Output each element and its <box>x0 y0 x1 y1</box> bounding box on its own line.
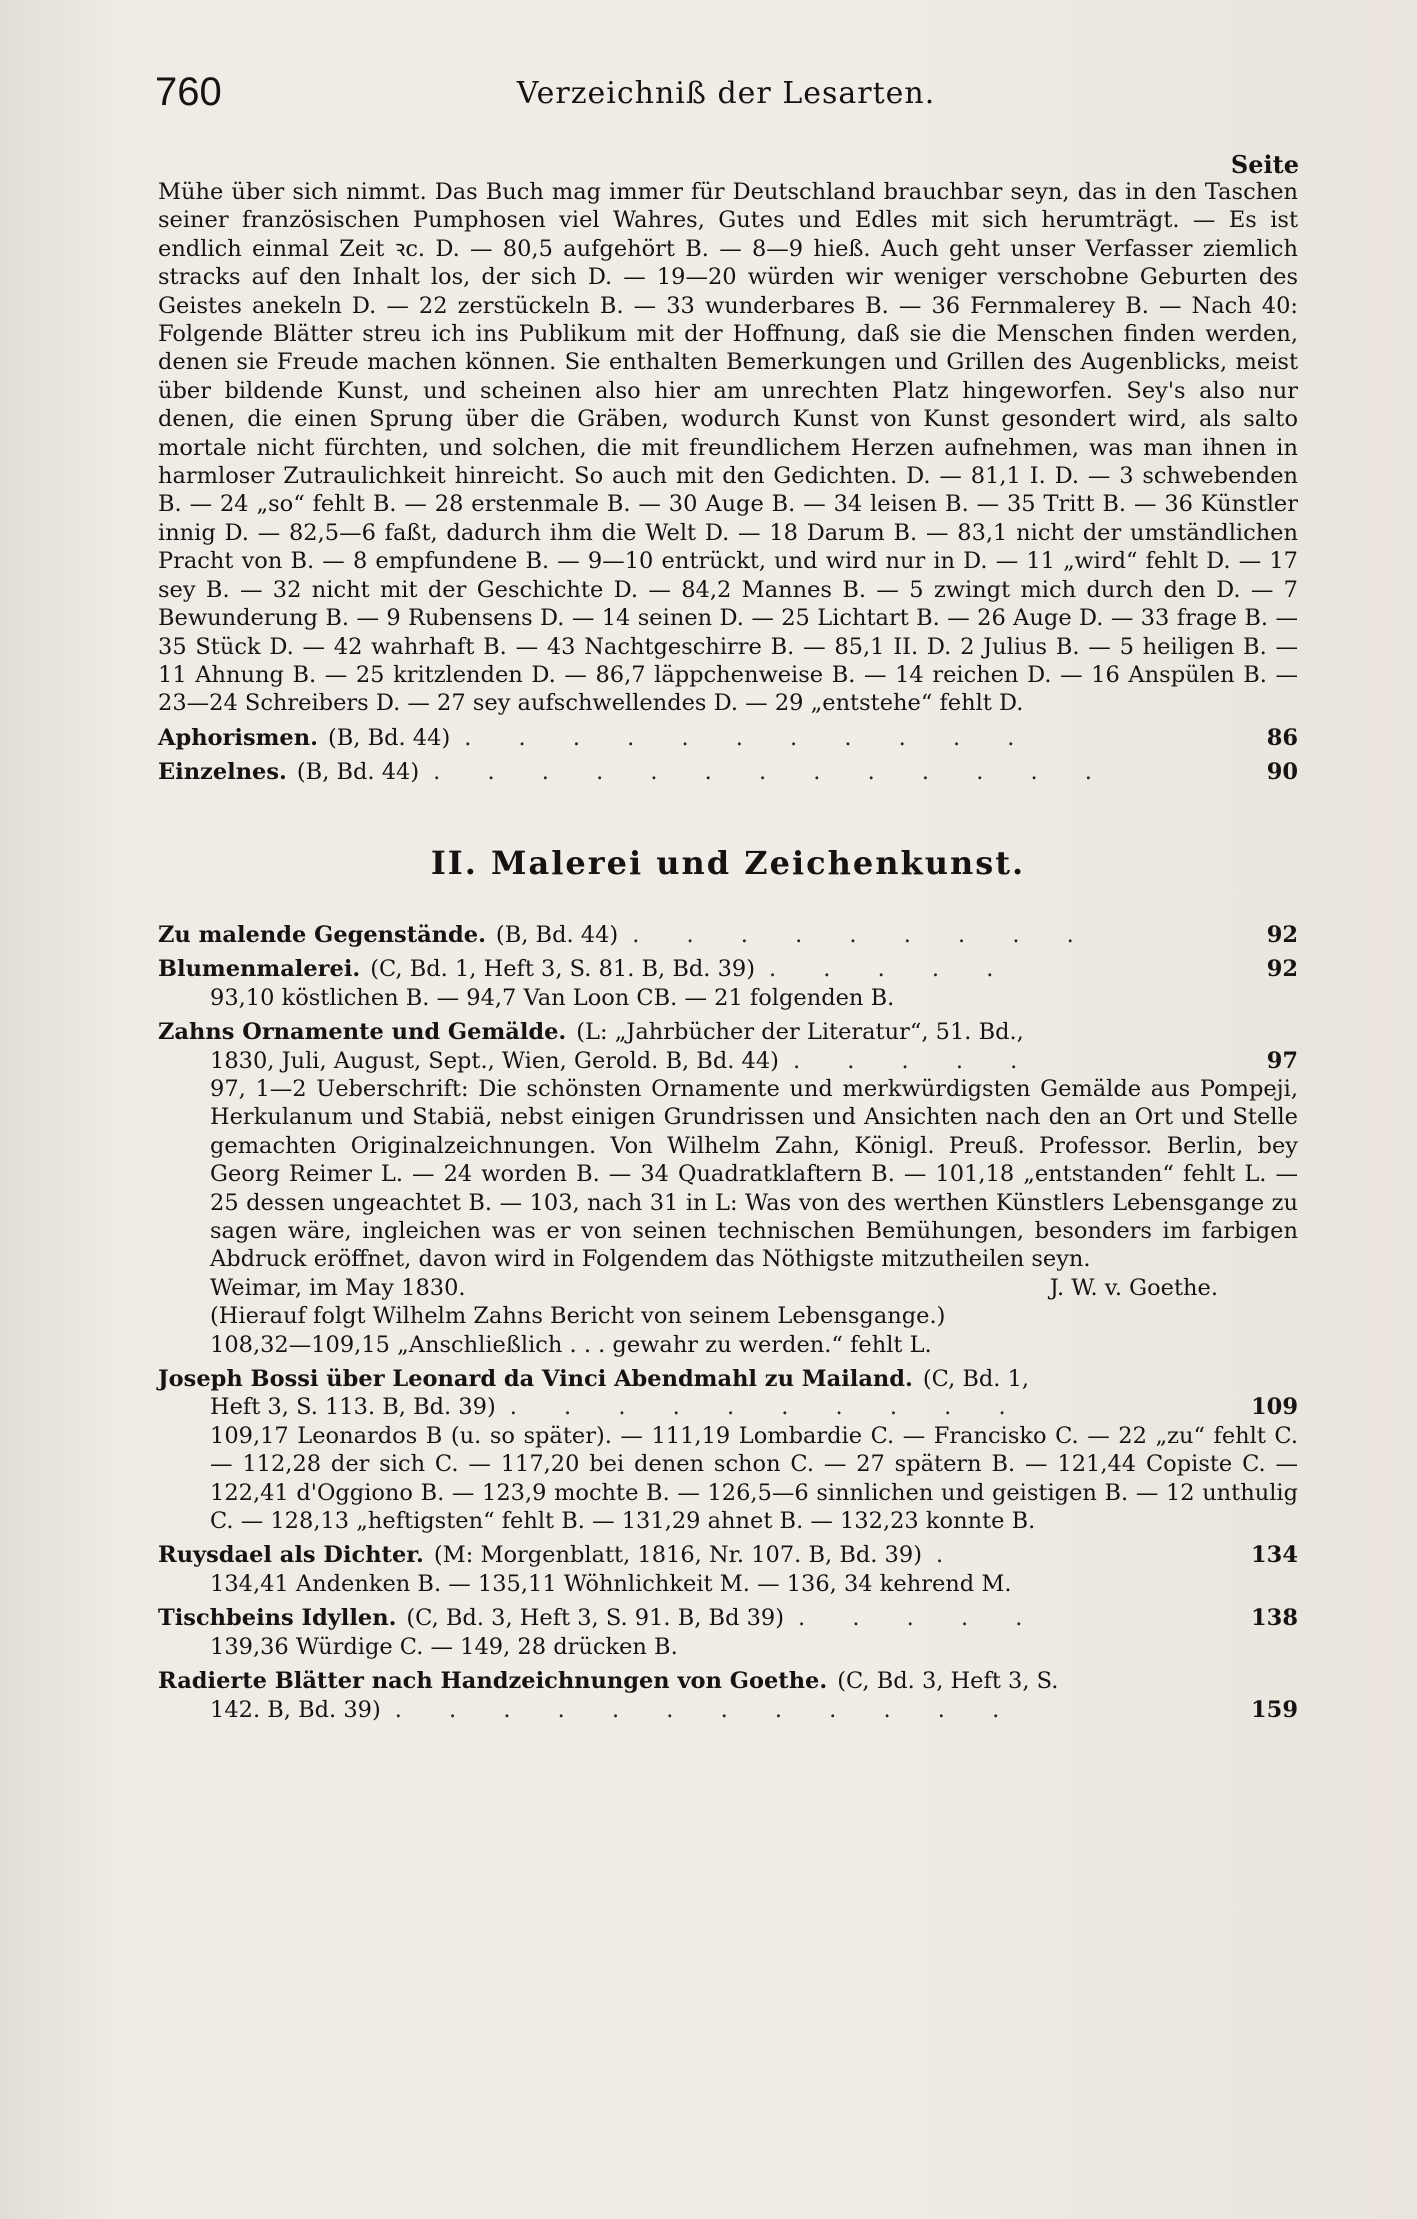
entry-variants: 139,36 Würdige C. — 149, 28 drücken B. <box>210 1633 678 1660</box>
toc-entry-aphorismen <box>158 724 1298 752</box>
entry-title: Joseph Bossi über Leonard da Vinci Abendmahl zu Mailand. <box>158 1366 913 1393</box>
entry-variants-2: 108,32—109,15 „Anschließlich . . . gewahr zu werden.“ fehlt L. <box>210 1331 932 1358</box>
toc-entry-gegenstaende <box>158 921 1298 949</box>
entry-head <box>158 1365 1298 1393</box>
toc-entry-radierte <box>158 1667 1298 1724</box>
entry-head-continued <box>158 1393 1298 1421</box>
toc-entry-zahn <box>158 1018 1298 1359</box>
toc-entry-tischbein <box>158 1604 1298 1661</box>
entry-source: (C, Bd. 1, <box>922 1366 1030 1393</box>
entry-page-number: 138 <box>1251 1605 1298 1632</box>
toc-entry-einzelnes <box>158 758 1298 786</box>
page-header <box>155 70 1297 120</box>
dot-leader: . . . . . . . . . . . <box>464 724 1035 751</box>
dot-leader: . . . . . . . . . <box>632 921 1094 948</box>
entry-page-number: 109 <box>1251 1394 1298 1421</box>
entry-variants: 93,10 köstlichen B. — 94,7 Van Loon CB. — 21 folgenden B. <box>210 984 895 1011</box>
signature-place: Weimar, im May 1830. <box>210 1274 466 1301</box>
running-head: Verzeichniß der Lesarten. <box>516 76 936 111</box>
page-content <box>158 178 1298 1724</box>
dot-leader: . . . . . <box>798 1605 1043 1632</box>
entry-title: Tischbeins Idyllen. <box>158 1605 397 1632</box>
entry-source: (B, Bd. 44) <box>495 921 619 948</box>
dot-leader: . . . . . . . . . . . . <box>394 1696 1020 1723</box>
entry-source-continued: 1830, Juli, August, Sept., Wien, Gerold. B, Bd. 44) <box>210 1047 779 1074</box>
entry-source: (B, Bd. 44) <box>327 724 451 751</box>
entry-page-number: 86 <box>1266 724 1298 751</box>
entry-head <box>158 1018 1298 1046</box>
entry-source: (C, Bd. 1, Heft 3, S. 81. B, Bd. 39) <box>370 956 755 983</box>
entry-title: Zu malende Gegenstände. <box>158 921 486 948</box>
entry-head <box>158 921 1298 949</box>
entry-source-continued: 142. B, Bd. 39) <box>210 1696 381 1723</box>
column-label: Seite <box>1230 150 1299 179</box>
entry-page-number: 92 <box>1266 956 1298 983</box>
entry-head <box>158 724 1298 752</box>
entry-title: Ruysdael als Dichter. <box>158 1542 424 1569</box>
toc-entry-blumenmalerei <box>158 955 1298 1012</box>
entry-head <box>158 1604 1298 1632</box>
entry-title: Radierte Blätter nach Handzeichnungen von Goethe. <box>158 1668 828 1695</box>
entry-variants: 134,41 Andenken B. — 135,11 Wöhnlichkeit M. — 136, 34 kehrend M. <box>210 1570 1012 1597</box>
entry-source: (L: „Jahrbücher der Literatur“, 51. Bd., <box>576 1019 1024 1046</box>
entry-title: Aphorismen. <box>158 724 318 751</box>
entry-head <box>158 955 1298 983</box>
entry-title: Zahns Ornamente und Gemälde. <box>158 1019 567 1046</box>
dot-leader: . . . . . . . . . . <box>509 1394 1026 1421</box>
dot-leader: . . . . . <box>769 956 1014 983</box>
entry-remark: (Hierauf folgt Wilhelm Zahns Bericht von seinem Lebensgange.) <box>210 1303 946 1330</box>
entry-page-number: 92 <box>1266 921 1298 948</box>
intro-variants-text: Mühe über sich nimmt. Das Buch mag immer für Deutschland brauchbar seyn, das in den Taschen seiner französischen Pumphosen viel Wahres, Gutes und Edles mit sich herumträgt. — Es ist endlich einmal Zeit ꝛc. D. — 80,5 aufgehört B. — 8—9 hieß. Auch geht unser Verfasser ziemlich stracks auf den Inhalt los, der sich D. — 19—20 würden wir weniger verschobne Geburten des Geistes anekeln D. — 22 zerstückeln B. — 33 wunderbares B. — 36 Fernmalerey B. — Nach 40: Folgende Blätter streu ich ins Publikum mit der Hoffnung, daß sie die Menschen finden werden, denen sie Freude machen können. Sie enthalten Bemerkungen und Grillen des Augenblicks, meist über bildende Kunst, und scheinen also hier am unrechten Platz hingeworfen. Sey's also nur denen, die einen Sprung über die Gräben, wodurch Kunst von Kunst gesondert wird, als salto mortale nicht fürchten, und solchen, die mit freundlichem Herzen aufnehmen, was man ihnen in harmloser Zutraulichkeit hinreicht. So auch mit den Gedichten. D. — 81,1 I. D. — 3 schwebenden B. — 24 „so“ fehlt B. — 28 erstenmale B. — 30 Auge B. — 34 leisen B. — 35 Tritt B. — 36 Künstler innig D. — 82,5—6 faßt, dadurch ihm die Welt D. — 18 Darum B. — 83,1 nicht der umständlichen Pracht von B. — 8 empfundene B. — 9—10 entrückt, und wird nur in D. — 11 „wird“ fehlt D. — 17 sey B. — 32 nicht mit der Geschichte D. — 84,2 Mannes B. — 5 zwingt mich durch den D. — 7 Bewunderung B. — 9 Rubensens D. — 14 seinen D. — 25 Lichtart B. — 26 Auge D. — 33 frage B. — 35 Stück D. — 42 wahrhaft B. — 43 Nachtgeschirre B. — 85,1 II. D. 2 Julius B. — 5 heiligen B. — 11 Ahnung B. — 25 kritzlenden D. — 86,7 läppchenweise B. — 14 reichen D. — 16 Anspülen B. — 23—24 Schreibers D. — 27 sey aufschwellendes D. — 29 „entstehe“ fehlt D. <box>158 179 1298 717</box>
entry-head <box>158 1667 1298 1695</box>
entry-source: (B, Bd. 44) <box>296 759 420 786</box>
entry-source: (M: Morgenblatt, 1816, Nr. 107. B, Bd. 39) <box>433 1542 922 1569</box>
entry-title: Einzelnes. <box>158 759 287 786</box>
entry-page-number: 159 <box>1251 1696 1298 1723</box>
entry-source-continued: Heft 3, S. 113. B, Bd. 39) <box>210 1394 496 1421</box>
entry-source: (C, Bd. 3, Heft 3, S. 91. B, Bd 39) <box>406 1605 785 1632</box>
entry-page-number: 134 <box>1251 1542 1298 1569</box>
entry-head-continued <box>158 1047 1298 1075</box>
toc-entry-bossi <box>158 1365 1298 1535</box>
entry-page-number: 97 <box>1266 1047 1298 1074</box>
entry-source: (C, Bd. 3, Heft 3, S. <box>837 1668 1059 1695</box>
signature-name: J. W. v. Goethe. <box>1049 1274 1218 1301</box>
entry-variants: 109,17 Leonardos B (u. so später). — 111,19 Lombardie C. — Francisko C. — 22 „zu“ fehlt C. — 112,28 der sich C. — 117,20 bei denen schon C. — 27 spätern B. — 121,44 Copiste C. — 122,41 d'Oggiono B. — 123,9 mochte B. — 126,5—6 sinnlichen und geistigen B. — 12 unthulig C. — 128,13 „heftigsten“ fehlt B. — 131,29 ahnet B. — 132,23 konnte B. <box>210 1422 1298 1535</box>
page-number: 760 <box>155 70 222 114</box>
entry-variants: 97, 1—2 Ueberschrift: Die schönsten Ornamente und merkwürdigsten Gemälde aus Pompeji, Herkulanum und Stabiä, nebst einigen Grundrissen und Ansichten nach den an Ort und Stelle gemachten Originalzeichnungen. Von Wilhelm Zahn, Königl. Preuß. Professor. Berlin, bey Georg Reimer L. — 24 worden B. — 34 Quadratklaftern B. — 101,18 „entstanden“ fehlt L. — 25 dessen ungeachtet B. — 103, nach 31 in L: Was von des werthen Künstlers Lebensgange zu sagen wäre, ingleichen was er von seinen technischen Bemühungen, besonders im farbigen Abdruck eröffnet, davon wird in Folgendem das Nöthigste mitzutheilen seyn. <box>210 1075 1298 1273</box>
entry-head <box>158 1541 1298 1569</box>
dot-leader: . . . . . <box>792 1047 1038 1074</box>
entry-head <box>158 758 1298 786</box>
dot-leader: . <box>935 1542 964 1569</box>
section-title: II. Malerei und Zeichenkunst. <box>430 843 1026 882</box>
signature-line <box>158 1274 1298 1302</box>
entry-head-continued <box>158 1696 1298 1724</box>
dot-leader: . . . . . . . . . . . . . <box>433 759 1112 786</box>
entry-page-number: 90 <box>1266 759 1298 786</box>
toc-entry-ruysdael <box>158 1541 1298 1598</box>
entry-title: Blumenmalerei. <box>158 956 361 983</box>
